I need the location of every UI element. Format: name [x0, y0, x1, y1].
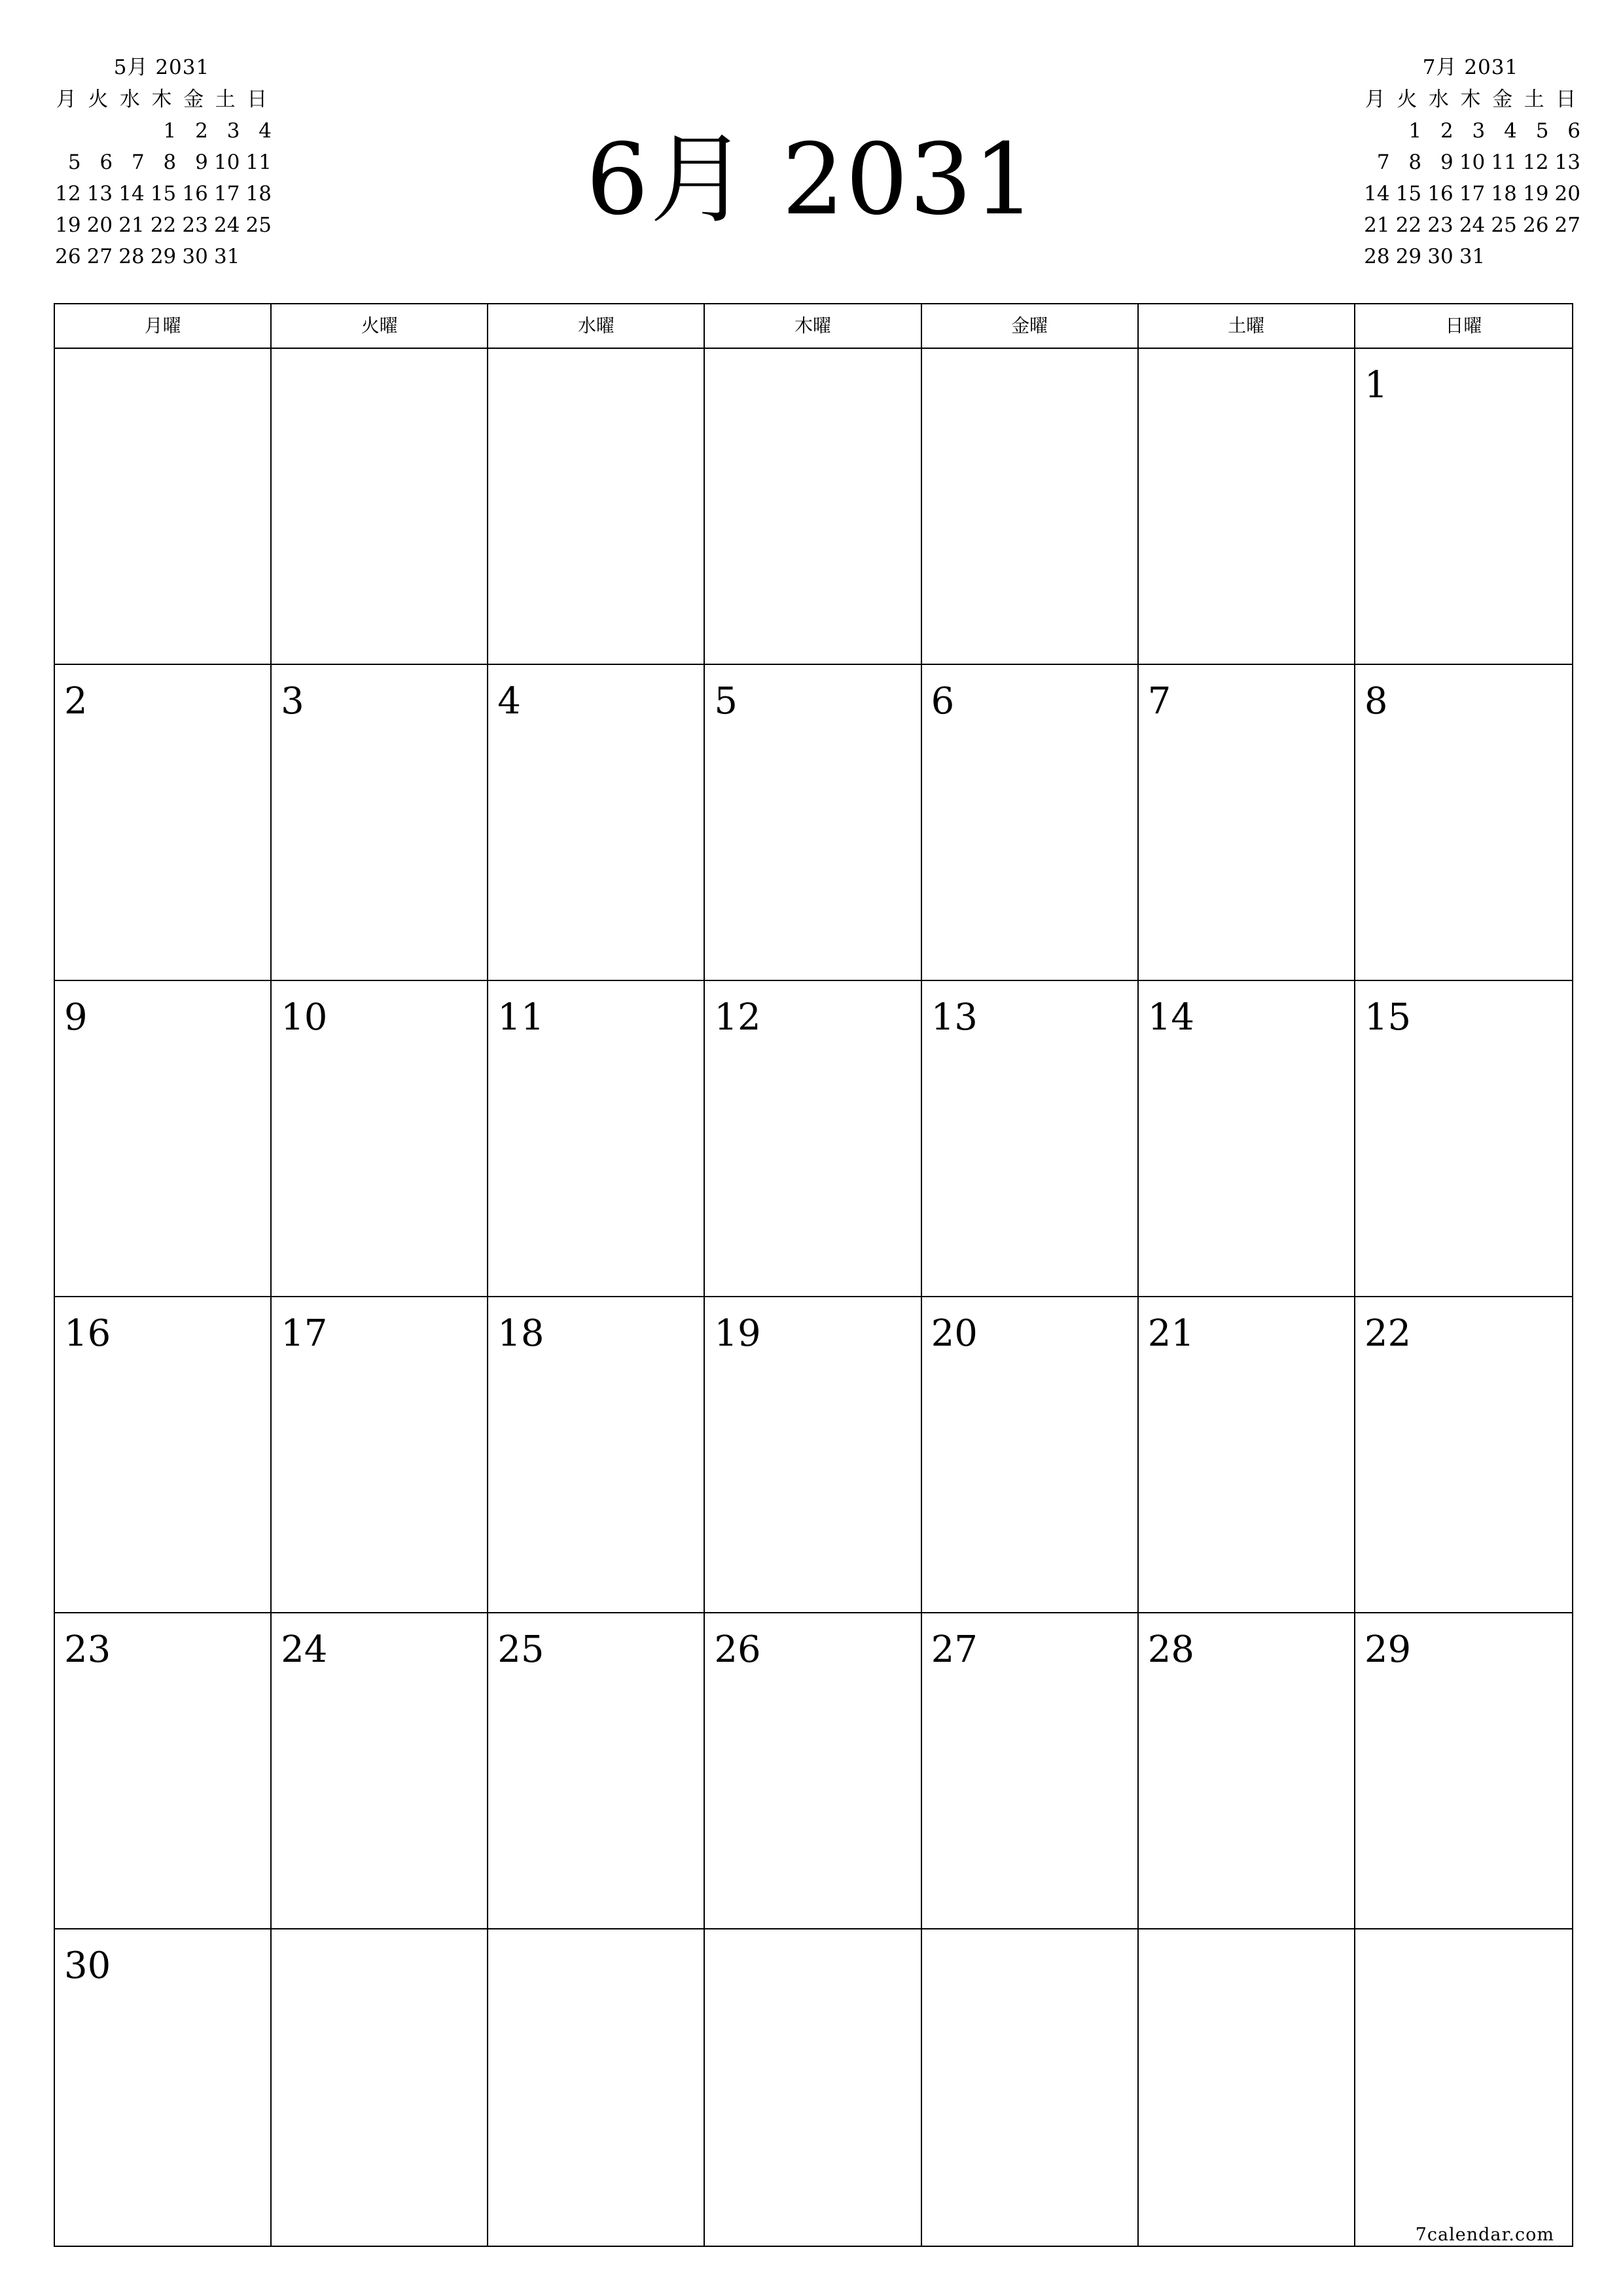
prev-month-day: 29 [150, 245, 177, 268]
weekday-header: 日曜 [1445, 315, 1482, 336]
next-month-weekday: 木 [1460, 88, 1481, 111]
day-cell [705, 1929, 921, 2246]
next-month-day: 24 [1459, 213, 1486, 237]
prev-month-day: 8 [163, 151, 177, 174]
prev-month-weekday: 木 [151, 88, 172, 111]
day-cell [1355, 1613, 1572, 1929]
day-cell [488, 1929, 705, 2246]
day-number: 25 [497, 1628, 544, 1671]
prev-month-weekday: 火 [88, 88, 109, 111]
prev-month-day: 27 [86, 245, 113, 268]
day-number: 30 [64, 1945, 111, 1987]
prev-month-day: 17 [213, 182, 240, 206]
prev-month-day: 30 [182, 245, 208, 268]
next-month-day: 29 [1395, 245, 1422, 268]
day-cell [55, 981, 272, 1297]
next-month-day: 10 [1459, 151, 1486, 174]
prev-month-day: 18 [245, 182, 272, 206]
day-number: 11 [497, 996, 544, 1039]
prev-month-day: 14 [118, 182, 145, 206]
day-cell [1139, 1297, 1355, 1613]
next-month-day: 25 [1491, 213, 1517, 237]
next-month-day: 7 [1376, 151, 1390, 174]
next-month-day [1359, 115, 1391, 147]
next-month-day: 15 [1395, 182, 1422, 206]
prev-month-day: 7 [131, 151, 145, 174]
day-number: 10 [281, 996, 328, 1039]
day-cell [55, 349, 272, 665]
prev-month-day: 28 [118, 245, 145, 268]
next-month-day: 27 [1554, 213, 1580, 237]
next-month-day: 2 [1440, 119, 1454, 143]
day-cell [922, 349, 1139, 665]
day-number: 4 [497, 680, 521, 723]
next-month-day: 22 [1395, 213, 1422, 237]
day-number: 5 [714, 680, 738, 723]
day-number: 1 [1364, 364, 1388, 406]
day-cell [55, 1297, 272, 1613]
day-number: 21 [1147, 1312, 1194, 1355]
next-month-day: 4 [1504, 119, 1517, 143]
prev-month-day: 16 [182, 182, 208, 206]
day-number: 29 [1364, 1628, 1412, 1671]
day-cell [1139, 981, 1355, 1297]
next-month-day: 16 [1427, 182, 1454, 206]
day-cell [488, 1297, 705, 1613]
next-month-day: 3 [1472, 119, 1486, 143]
prev-month-day: 1 [163, 119, 177, 143]
prev-month-day: 4 [259, 119, 272, 143]
day-number: 28 [1147, 1628, 1194, 1671]
day-number: 17 [281, 1312, 328, 1355]
next-month-day: 31 [1459, 245, 1486, 268]
next-month-day: 17 [1459, 182, 1486, 206]
day-grid [55, 349, 1572, 2246]
weekday-header: 土曜 [1139, 304, 1355, 348]
day-cell [1139, 349, 1355, 665]
weekday-header: 木曜 [705, 304, 921, 348]
next-month-day: 19 [1522, 182, 1549, 206]
next-month-title: 7月 2031 [1422, 56, 1519, 79]
next-month-day: 14 [1364, 182, 1390, 206]
prev-month-day: 31 [213, 245, 240, 268]
day-number: 3 [281, 680, 304, 723]
day-cell [272, 1297, 488, 1613]
next-month-day: 11 [1491, 151, 1517, 174]
next-month-day: 28 [1364, 245, 1390, 268]
prev-month-day: 3 [226, 119, 240, 143]
prev-month-day: 23 [182, 213, 208, 237]
prev-month-title: 5月 2031 [113, 56, 210, 79]
next-month-day: 30 [1427, 245, 1454, 268]
prev-month-day: 2 [195, 119, 208, 143]
prev-month-day: 10 [213, 151, 240, 174]
prev-month-day: 21 [118, 213, 145, 237]
day-number: 8 [1364, 680, 1388, 723]
day-number: 27 [931, 1628, 978, 1671]
day-cell [705, 1613, 921, 1929]
weekday-header: 火曜 [272, 304, 488, 348]
day-cell [922, 665, 1139, 981]
day-cell [272, 349, 488, 665]
day-cell [922, 1613, 1139, 1929]
prev-month-day: 20 [86, 213, 113, 237]
day-cell [1355, 981, 1572, 1297]
prev-month-day [241, 241, 273, 272]
next-month-weekday: 月 [1364, 88, 1385, 111]
day-number: 12 [714, 996, 761, 1039]
page-title: 6月 2031 [586, 123, 1037, 237]
day-number: 9 [64, 996, 88, 1039]
next-month-weekday: 水 [1428, 88, 1449, 111]
day-cell [488, 1613, 705, 1929]
day-number: 26 [714, 1628, 761, 1671]
day-cell [488, 349, 705, 665]
prev-month-weekday: 水 [119, 88, 140, 111]
prev-month-day: 12 [55, 182, 81, 206]
next-month-day: 21 [1364, 213, 1390, 237]
day-number: 2 [64, 680, 88, 723]
day-cell [1355, 1297, 1572, 1613]
next-month-grid [1359, 84, 1582, 272]
day-cell [705, 1297, 921, 1613]
prev-month-day: 26 [55, 245, 81, 268]
day-cell [55, 1929, 272, 2246]
day-cell [922, 1929, 1139, 2246]
day-cell [1139, 1613, 1355, 1929]
next-month-weekday: 火 [1397, 88, 1418, 111]
day-number: 6 [931, 680, 955, 723]
prev-month-day: 15 [150, 182, 177, 206]
prev-month-day: 5 [67, 151, 81, 174]
prev-month-weekday: 土 [215, 88, 236, 111]
day-cell [488, 665, 705, 981]
day-number: 18 [497, 1312, 544, 1355]
prev-month-weekday: 月 [56, 88, 77, 111]
day-cell [1139, 1929, 1355, 2246]
next-month-day: 13 [1554, 151, 1580, 174]
prev-month-day: 25 [245, 213, 272, 237]
month-calendar [54, 303, 1573, 2247]
next-month-day: 20 [1554, 182, 1580, 206]
day-cell [1355, 1929, 1572, 2246]
next-month-day: 23 [1427, 213, 1454, 237]
day-cell [922, 981, 1139, 1297]
next-month-day: 9 [1440, 151, 1454, 174]
prev-month-day: 22 [150, 213, 177, 237]
prev-month-day: 9 [195, 151, 208, 174]
next-month-weekday: 日 [1556, 88, 1577, 111]
day-cell [705, 981, 921, 1297]
prev-month-day: 24 [213, 213, 240, 237]
prev-month-day: 13 [86, 182, 113, 206]
day-number: 13 [931, 996, 978, 1039]
footer-credit: 7calendar.com [1415, 2225, 1554, 2245]
next-month-calendar [1359, 51, 1582, 272]
day-number: 14 [1147, 996, 1194, 1039]
day-cell [272, 1613, 488, 1929]
weekday-header: 金曜 [922, 304, 1139, 348]
day-cell [705, 349, 921, 665]
day-number: 22 [1364, 1312, 1412, 1355]
next-month-day [1486, 241, 1518, 272]
day-cell [55, 1613, 272, 1929]
day-number: 15 [1364, 996, 1412, 1039]
day-cell [272, 665, 488, 981]
prev-month-day: 19 [55, 213, 81, 237]
day-cell [55, 665, 272, 981]
day-cell [1139, 665, 1355, 981]
next-month-day: 1 [1408, 119, 1422, 143]
day-cell [272, 981, 488, 1297]
next-month-day: 18 [1491, 182, 1517, 206]
day-cell [1355, 665, 1572, 981]
next-month-weekday: 金 [1492, 88, 1513, 111]
next-month-day: 5 [1535, 119, 1549, 143]
day-number: 23 [64, 1628, 111, 1671]
next-month-day: 6 [1567, 119, 1580, 143]
next-month-day: 12 [1522, 151, 1549, 174]
day-cell [705, 665, 921, 981]
day-cell [1355, 349, 1572, 665]
day-number: 19 [714, 1312, 761, 1355]
next-month-day: 8 [1408, 151, 1422, 174]
next-month-day: 26 [1522, 213, 1549, 237]
day-number: 7 [1147, 680, 1171, 723]
day-number: 20 [931, 1312, 978, 1355]
next-month-day [1518, 241, 1550, 272]
prev-month-weekday: 日 [247, 88, 268, 111]
day-cell [922, 1297, 1139, 1613]
day-cell [272, 1929, 488, 2246]
prev-month-day: 6 [99, 151, 113, 174]
weekday-header: 水曜 [488, 304, 705, 348]
day-number: 24 [281, 1628, 328, 1671]
next-month-day [1550, 241, 1582, 272]
weekday-header-row [55, 304, 1572, 349]
weekday-header: 月曜 [55, 304, 272, 348]
prev-month-day: 11 [245, 151, 272, 174]
day-number: 16 [64, 1312, 111, 1355]
day-cell [488, 981, 705, 1297]
prev-month-weekday: 金 [183, 88, 204, 111]
next-month-weekday: 土 [1524, 88, 1544, 111]
